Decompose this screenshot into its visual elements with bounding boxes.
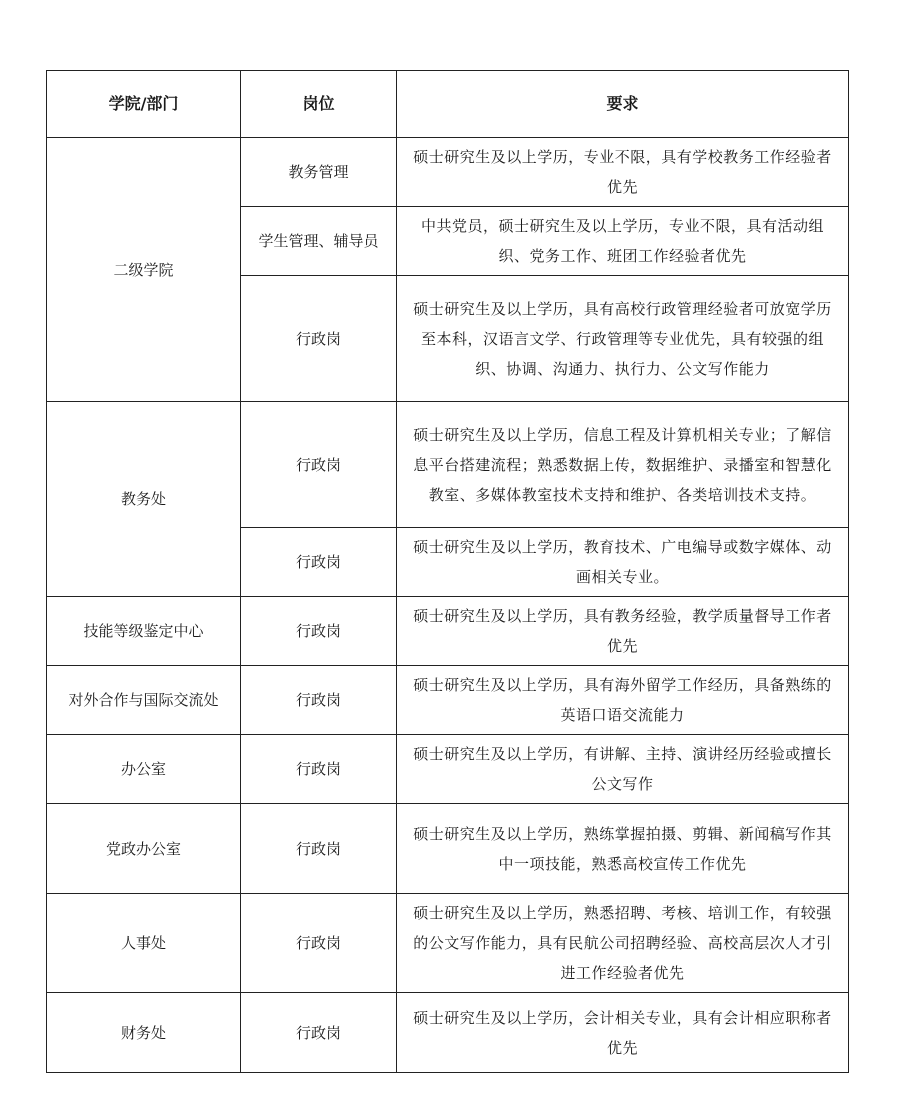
table-row [47, 894, 849, 993]
header-position: 岗位 [241, 71, 397, 138]
position-cell: 行政岗 [241, 993, 397, 1073]
position-cell: 教务管理 [241, 138, 397, 207]
requirement-cell: 硕士研究生及以上学历，会计相关专业，具有会计相应职称者优先 [397, 993, 849, 1073]
table-row [47, 993, 849, 1073]
requirement-cell: 硕士研究生及以上学历，教育技术、广电编导或数字媒体、动画相关专业。 [397, 528, 849, 597]
position-cell: 行政岗 [241, 276, 397, 402]
dept-cell: 财务处 [47, 993, 241, 1073]
header-requirement: 要求 [397, 71, 849, 138]
requirement-cell: 硕士研究生及以上学历，信息工程及计算机相关专业；了解信息平台搭建流程；熟悉数据上传，数据维护、录播室和智慧化教室、多媒体教室技术支持和维护、各类培训技术支持。 [397, 402, 849, 528]
requirement-cell: 硕士研究生及以上学历，熟悉招聘、考核、培训工作，有较强的公文写作能力，具有民航公司招聘经验、高校高层次人才引进工作经验者优先 [397, 894, 849, 993]
position-cell: 学生管理、辅导员 [241, 207, 397, 276]
dept-cell: 党政办公室 [47, 804, 241, 894]
position-cell: 行政岗 [241, 597, 397, 666]
table-row [47, 735, 849, 804]
dept-cell: 教务处 [47, 402, 241, 597]
table-row [47, 138, 849, 207]
dept-cell: 对外合作与国际交流处 [47, 666, 241, 735]
header-dept: 学院/部门 [47, 71, 241, 138]
table-row [47, 597, 849, 666]
table-row [47, 804, 849, 894]
dept-cell: 技能等级鉴定中心 [47, 597, 241, 666]
position-cell: 行政岗 [241, 735, 397, 804]
table-row [47, 402, 849, 528]
requirement-cell: 硕士研究生及以上学历，具有高校行政管理经验者可放宽学历至本科，汉语言文学、行政管理等专业优先，具有较强的组织、协调、沟通力、执行力、公文写作能力 [397, 276, 849, 402]
requirement-cell: 硕士研究生及以上学历，熟练掌握拍摄、剪辑、新闻稿写作其中一项技能，熟悉高校宣传工作优先 [397, 804, 849, 894]
requirement-cell: 硕士研究生及以上学历，有讲解、主持、演讲经历经验或擅长公文写作 [397, 735, 849, 804]
dept-cell: 人事处 [47, 894, 241, 993]
requirement-cell: 硕士研究生及以上学历，具有教务经验，教学质量督导工作者优先 [397, 597, 849, 666]
requirement-cell: 中共党员，硕士研究生及以上学历，专业不限，具有活动组织、党务工作、班团工作经验者优先 [397, 207, 849, 276]
position-cell: 行政岗 [241, 804, 397, 894]
table-row [47, 666, 849, 735]
requirement-cell: 硕士研究生及以上学历，具有海外留学工作经历，具备熟练的英语口语交流能力 [397, 666, 849, 735]
requirement-cell: 硕士研究生及以上学历，专业不限，具有学校教务工作经验者优先 [397, 138, 849, 207]
dept-cell: 二级学院 [47, 138, 241, 402]
position-cell: 行政岗 [241, 666, 397, 735]
position-cell: 行政岗 [241, 402, 397, 528]
position-cell: 行政岗 [241, 528, 397, 597]
table-header-row [47, 71, 849, 138]
job-requirements-table [46, 70, 849, 1073]
position-cell: 行政岗 [241, 894, 397, 993]
dept-cell: 办公室 [47, 735, 241, 804]
